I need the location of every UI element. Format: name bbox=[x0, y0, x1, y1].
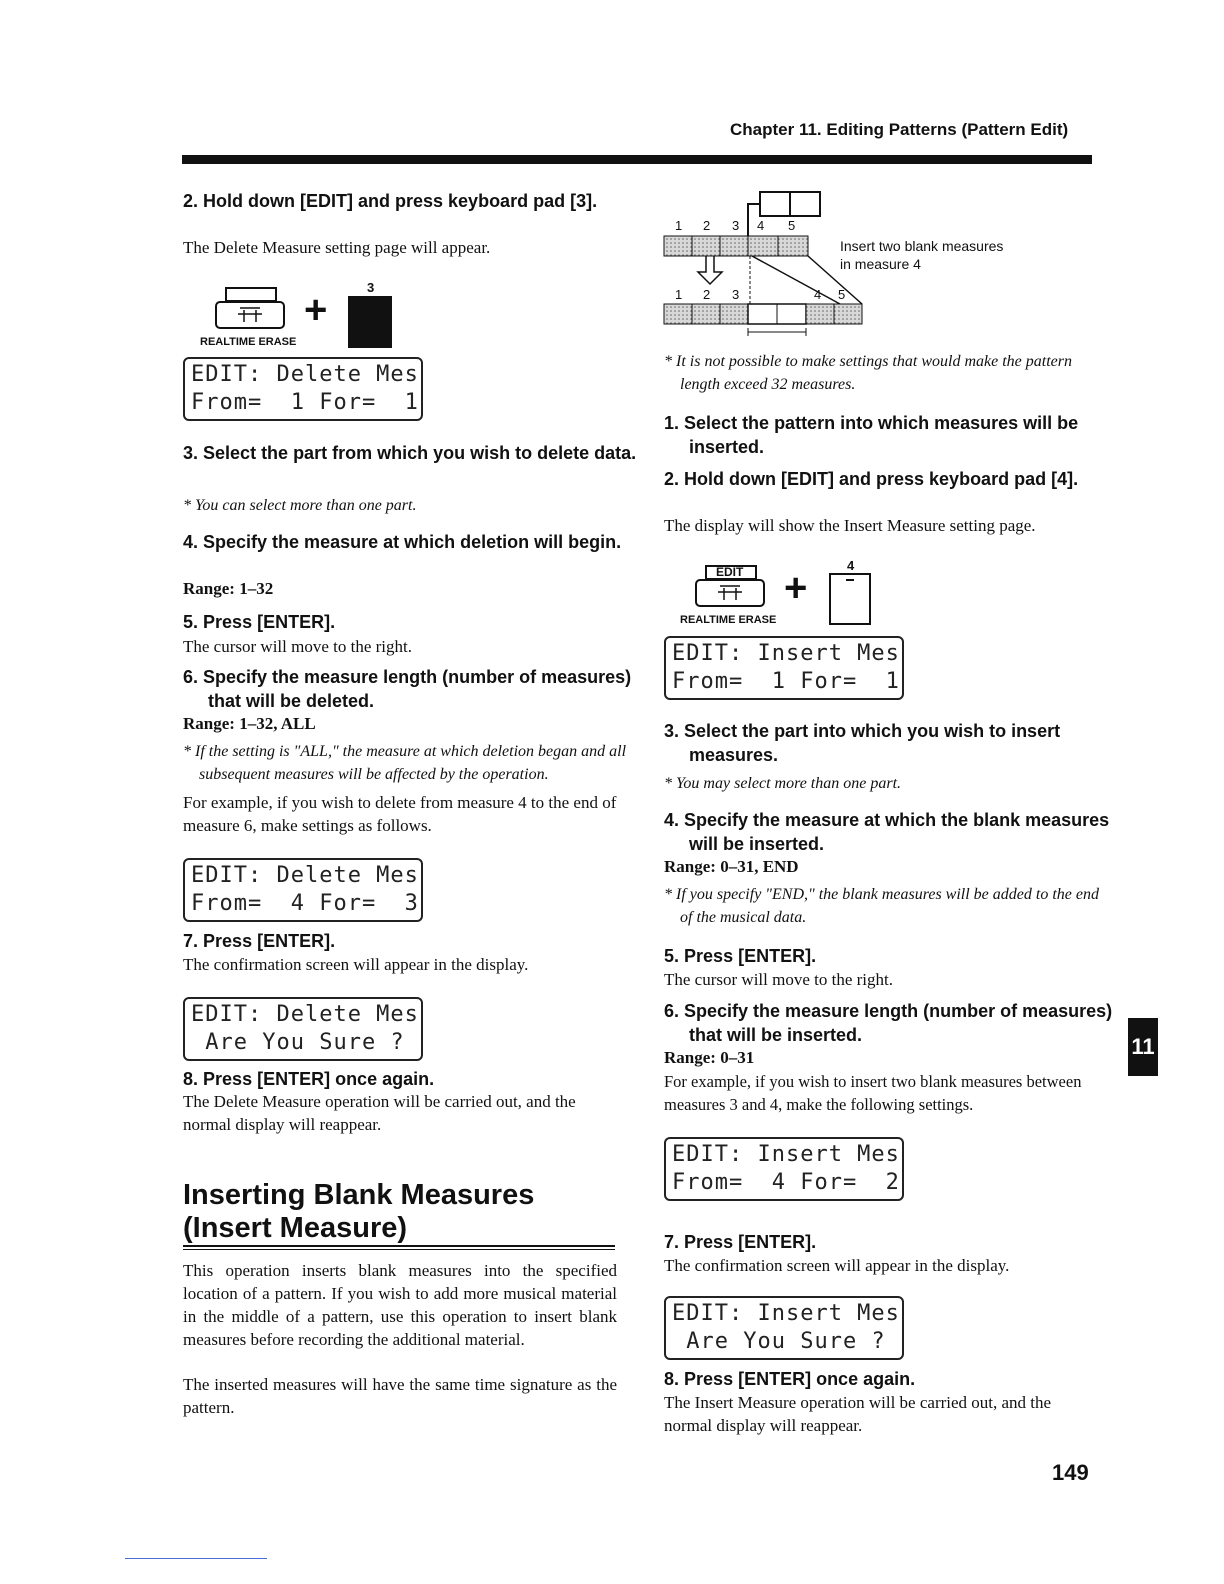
pad-number: 3 bbox=[367, 280, 375, 295]
right-step-4 bbox=[664, 808, 1119, 856]
left-step-8 bbox=[183, 1067, 648, 1091]
plus-icon: + bbox=[304, 288, 328, 332]
key-combo-insert bbox=[680, 558, 890, 628]
diagram-caption-2: in measure 4 bbox=[840, 256, 921, 272]
right-step-4-note: * If you specify "END," the blank measures will be added to the end of the musical data. bbox=[664, 886, 1099, 926]
bottom-measure-2: 2 bbox=[703, 287, 711, 302]
left-step-4 bbox=[183, 530, 648, 554]
left-step-6-note: * If the setting is "ALL," the measure at which deletion began and all subsequent measures will be affected by the operation. bbox=[183, 743, 627, 783]
intro-paragraph-1: This operation inserts blank measures into the specified location of a pattern. If you wish to add more musical material in the middle of a pattern, use this operation to insert blank measures before recording the additional material. bbox=[183, 1261, 617, 1349]
right-step-3 bbox=[664, 719, 1119, 767]
step-number: 7. bbox=[664, 1232, 680, 1252]
left-step-7 bbox=[183, 929, 648, 953]
right-step-2-body: The display will show the Insert Measure setting page. bbox=[664, 516, 1036, 535]
lcd-insert-2 bbox=[664, 1137, 904, 1201]
top-measure-3: 3 bbox=[732, 218, 740, 233]
right-step-1 bbox=[664, 411, 1119, 459]
diagram-caption-1: Insert two blank measures bbox=[840, 238, 1004, 254]
bottom-measure-1: 1 bbox=[675, 287, 683, 302]
right-step-7 bbox=[664, 1230, 1119, 1254]
step-text: Press [ENTER]. bbox=[203, 931, 336, 951]
lcd-line: EDIT: Insert Mes bbox=[672, 641, 900, 666]
lcd-line: Are You Sure ? bbox=[191, 1030, 405, 1055]
lcd-line: EDIT: Delete Mes bbox=[191, 863, 419, 888]
lcd-line: EDIT: Delete Mes bbox=[191, 362, 419, 387]
step-number: 7. bbox=[183, 931, 199, 951]
step-text: Specify the measure at which deletion will begin. bbox=[203, 532, 622, 552]
chapter-header: Chapter 11. Editing Patterns (Pattern Edit) bbox=[730, 120, 1069, 139]
lcd-line: From= 4 For= 2 bbox=[672, 1170, 900, 1195]
step-text: Select the pattern into which measures will be inserted. bbox=[684, 413, 1079, 457]
lcd-delete-1 bbox=[183, 357, 423, 421]
key-combo-delete bbox=[200, 280, 410, 350]
left-step-6 bbox=[183, 665, 648, 713]
left-step-6-range: Range: 1–32, ALL bbox=[183, 714, 316, 733]
bottom-measure-5: 5 bbox=[838, 287, 846, 302]
right-step-6-range: Range: 0–31 bbox=[664, 1048, 755, 1067]
bottom-measure-4: 4 bbox=[814, 287, 822, 302]
right-step-8 bbox=[664, 1367, 1119, 1391]
left-step-5-body: The cursor will move to the right. bbox=[183, 637, 412, 656]
step-text: Press [ENTER]. bbox=[684, 1232, 817, 1252]
header-rule bbox=[182, 155, 1092, 164]
step-number: 5. bbox=[183, 612, 199, 632]
step-number: 8. bbox=[183, 1069, 199, 1089]
pad-number: 4 bbox=[847, 558, 855, 573]
step-text: Press [ENTER]. bbox=[203, 612, 336, 632]
lcd-delete-2 bbox=[183, 858, 423, 922]
keyboard-pad-3-icon bbox=[348, 296, 392, 348]
left-step-2-body: The Delete Measure setting page will appear. bbox=[183, 238, 491, 257]
section-rule bbox=[183, 1245, 615, 1247]
left-step-3-note: * You can select more than one part. bbox=[183, 497, 417, 514]
left-step-7-body: The confirmation screen will appear in the display. bbox=[183, 955, 529, 974]
step-text: Hold down [EDIT] and press keyboard pad [3]. bbox=[203, 191, 598, 211]
step-number: 3. bbox=[664, 721, 680, 741]
intro-paragraph-2: The inserted measures will have the same time signature as the pattern. bbox=[183, 1375, 617, 1417]
step-number: 4. bbox=[664, 810, 680, 830]
lcd-line: EDIT: Insert Mes bbox=[672, 1142, 900, 1167]
left-step-5 bbox=[183, 610, 648, 634]
chapter-tab: 11 bbox=[1128, 1018, 1158, 1076]
lcd-delete-confirm bbox=[183, 997, 423, 1061]
step-text: Press [ENTER] once again. bbox=[684, 1369, 916, 1389]
section-title-line-2: (Insert Measure) bbox=[183, 1212, 408, 1244]
step-text: Press [ENTER]. bbox=[684, 946, 817, 966]
page-number: 149 bbox=[1052, 1460, 1089, 1485]
right-step-4-range: Range: 0–31, END bbox=[664, 857, 799, 876]
step-text: Specify the measure length (number of measures) that will be deleted. bbox=[203, 667, 632, 711]
section-rule-thin bbox=[183, 1249, 615, 1250]
step-number: 6. bbox=[183, 667, 199, 687]
plus-icon: + bbox=[784, 566, 808, 610]
step-text: Press [ENTER] once again. bbox=[203, 1069, 435, 1089]
right-step-8-body: The Insert Measure operation will be carried out, and the normal display will reappear. bbox=[664, 1393, 1052, 1435]
step-text: Specify the measure at which the blank measures will be inserted. bbox=[684, 810, 1110, 854]
step-number: 8. bbox=[664, 1369, 680, 1389]
right-step-6 bbox=[664, 999, 1119, 1047]
step-text: Select the part into which you wish to insert measures. bbox=[684, 721, 1061, 765]
top-measure-5: 5 bbox=[788, 218, 796, 233]
realtime-erase-label: REALTIME ERASE bbox=[680, 614, 777, 626]
step-text: Specify the measure length (number of measures) that will be inserted. bbox=[684, 1001, 1113, 1045]
lcd-line: From= 4 For= 3 bbox=[191, 891, 419, 916]
right-step-5-body: The cursor will move to the right. bbox=[664, 970, 893, 989]
step-number: 2. bbox=[183, 191, 199, 211]
edit-key-label: EDIT bbox=[716, 565, 744, 579]
step-number: 1. bbox=[664, 413, 680, 433]
right-step-3-note: * You may select more than one part. bbox=[664, 775, 902, 792]
lcd-line: EDIT: Delete Mes bbox=[191, 1002, 419, 1027]
lcd-line: EDIT: Insert Mes bbox=[672, 1301, 900, 1326]
step-text: Select the part from which you wish to delete data. bbox=[203, 443, 637, 463]
footer-line bbox=[125, 1558, 267, 1559]
step-number: 2. bbox=[664, 469, 680, 489]
lcd-line: From= 1 For= 1 bbox=[191, 390, 419, 415]
lcd-line: Are You Sure ? bbox=[672, 1329, 886, 1354]
insert-measure-diagram bbox=[662, 190, 1082, 340]
top-measure-2: 2 bbox=[703, 218, 711, 233]
left-step-3 bbox=[183, 441, 648, 465]
top-measure-1: 1 bbox=[675, 218, 683, 233]
section-title-line-1: Inserting Blank Measures bbox=[183, 1179, 535, 1211]
right-step-5 bbox=[664, 944, 1119, 968]
step-text: Hold down [EDIT] and press keyboard pad [4]. bbox=[684, 469, 1079, 489]
left-step-4-range: Range: 1–32 bbox=[183, 579, 274, 598]
right-step-2 bbox=[664, 467, 1119, 491]
bottom-measure-3: 3 bbox=[732, 287, 740, 302]
right-step-7-body: The confirmation screen will appear in the display. bbox=[664, 1256, 1010, 1275]
step-number: 4. bbox=[183, 532, 199, 552]
right-note-top: * It is not possible to make settings that would make the pattern length exceed 32 measures. bbox=[664, 353, 1072, 393]
left-step-2 bbox=[183, 189, 648, 213]
lcd-insert-1 bbox=[664, 636, 904, 700]
left-step-6-body: For example, if you wish to delete from measure 4 to the end of measure 6, make settings as follows. bbox=[183, 793, 617, 835]
step-number: 5. bbox=[664, 946, 680, 966]
realtime-erase-label: REALTIME ERASE bbox=[200, 336, 297, 348]
lcd-line: From= 1 For= 1 bbox=[672, 669, 900, 694]
top-measure-4: 4 bbox=[757, 218, 765, 233]
step-number: 3. bbox=[183, 443, 199, 463]
right-step-6-body: For example, if you wish to insert two blank measures between measures 3 and 4, make the following settings. bbox=[664, 1072, 1082, 1114]
step-number: 6. bbox=[664, 1001, 680, 1021]
lcd-insert-confirm bbox=[664, 1296, 904, 1360]
left-step-8-body: The Delete Measure operation will be carried out, and the normal display will reappear. bbox=[183, 1092, 576, 1134]
